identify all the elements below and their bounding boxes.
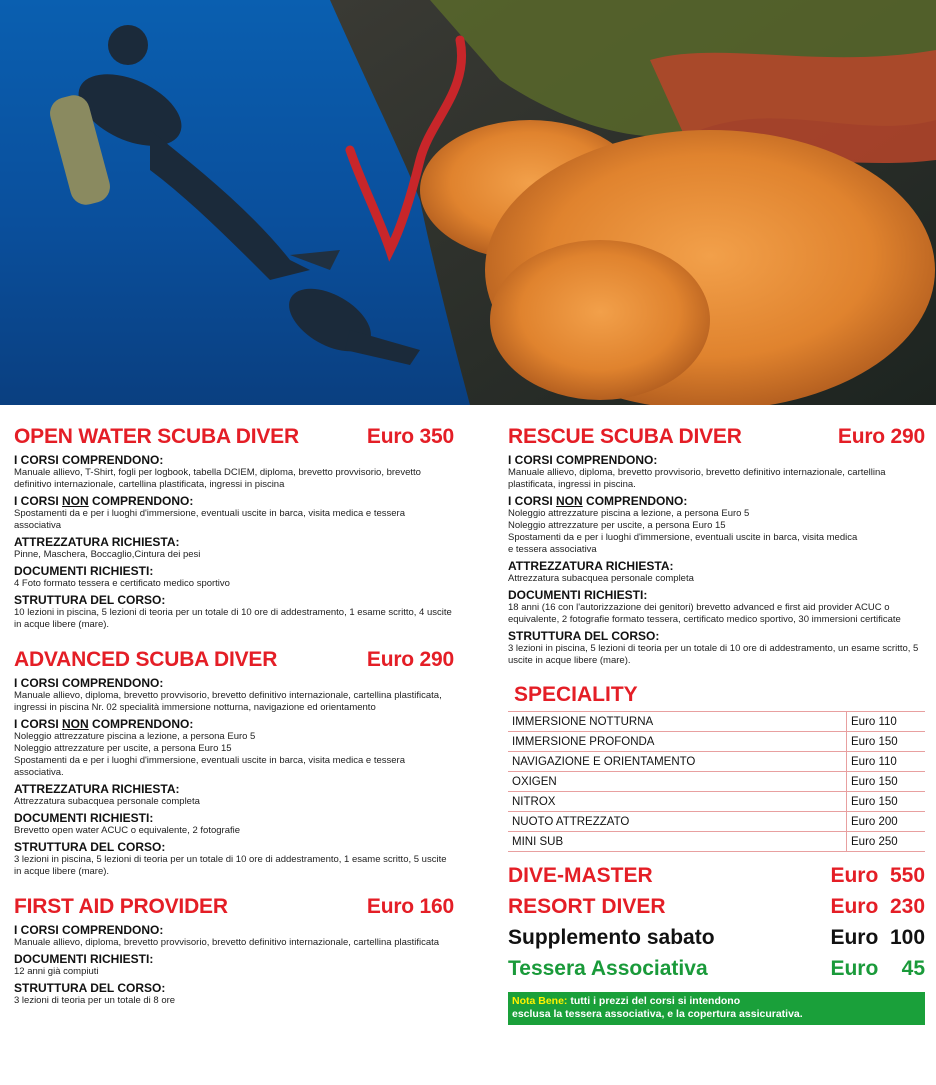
course-price: Euro 290: [837, 425, 925, 448]
section-title: I CORSI COMPRENDONO:: [508, 453, 658, 467]
extra-price-line: [508, 860, 925, 891]
extra-label: Supplemento sabato: [508, 926, 715, 949]
speciality-price: Euro 150: [847, 732, 926, 752]
extra-price: Euro 230: [830, 895, 925, 918]
speciality-row: [508, 752, 925, 772]
section-text: 10 lezioni in piscina, 5 lezioni di teoria per un totale di 10 ore di addestramento, 1 esame scritto, 4 uscite in acque libere (mare).: [14, 607, 452, 630]
section-title: [508, 494, 925, 508]
section-text: Manuale allievo, T-Shirt, fogli per logbook, tabella DCIEM, diploma, brevetto provvisorio, brevetto definitivo internazionale, cartellina plastificata, ingressi in piscina: [14, 467, 421, 490]
course-title: OPEN WATER SCUBA DIVER: [14, 425, 299, 448]
speciality-name: OXIGEN: [508, 772, 847, 792]
section-text: Brevetto open water ACUC o equivalente, 2 fotografie: [14, 825, 241, 836]
section-title: I CORSI COMPRENDONO:: [14, 676, 164, 690]
section-title-pre: I CORSI: [14, 717, 63, 731]
section-text: Attrezzatura subacquea personale completa: [14, 796, 200, 807]
section-title: ATTREZZATURA RICHIESTA:: [14, 782, 180, 796]
section-text: Manuale allievo, diploma, brevetto provvisorio, brevetto definitivo internazionale, cartellina plastificata: [14, 937, 440, 948]
section-title: [14, 717, 454, 731]
section-text: 12 anni già compiuti: [14, 966, 99, 977]
note-line2: esclusa la tessera associativa, e la copertura assicurativa.: [512, 1008, 803, 1020]
course-block: [14, 424, 454, 631]
course-header: [14, 647, 454, 673]
hero-photo: [0, 0, 936, 405]
extras-list: [508, 860, 925, 984]
section-title-post: COMPRENDONO:: [88, 717, 194, 731]
section-text: 3 lezioni in piscina, 5 lezioni di teoria per un totale di 10 ore di addestramento, 1 esame scritto, 5 uscite in acque libere (mare).: [14, 854, 447, 877]
section-title-post: COMPRENDONO:: [582, 494, 688, 508]
section-text: 4 Foto formato tessera e certificato medico sportivo: [14, 578, 230, 589]
course-title: RESCUE SCUBA DIVER: [508, 425, 742, 448]
extra-label: DIVE-MASTER: [508, 864, 653, 887]
section-title-post: COMPRENDONO:: [88, 494, 194, 508]
section-text: Spostamenti da e per i luoghi d'immersione, eventuali uscite in barca, visita medica e tessera associativa: [14, 508, 405, 531]
speciality-row: [508, 712, 925, 732]
section-title-underlined: NON: [62, 494, 89, 508]
extra-price: Euro 45: [830, 957, 925, 980]
course-block: [508, 424, 925, 667]
speciality-table: [508, 711, 925, 852]
extra-price-line: [508, 891, 925, 922]
section-title: ATTREZZATURA RICHIESTA:: [508, 559, 674, 573]
section-title: DOCUMENTI RICHIESTI:: [14, 952, 154, 966]
section-title: DOCUMENTI RICHIESTI:: [508, 588, 648, 602]
course-header: [14, 424, 454, 450]
section-title: STRUTTURA DEL CORSO:: [14, 840, 166, 854]
course-block: [14, 647, 454, 878]
section-text: 3 lezioni in piscina, 5 lezioni di teoria per un totale di 10 ore di addestramento, un esame scritto, 5 uscite in acque libere (mare).: [508, 643, 919, 666]
course-price: Euro 290: [366, 648, 454, 671]
left-column: [14, 424, 454, 1023]
section-title: I CORSI COMPRENDONO:: [14, 923, 164, 937]
section-title-pre: I CORSI: [508, 494, 557, 508]
section-title: I CORSI COMPRENDONO:: [14, 453, 164, 467]
course-title: ADVANCED SCUBA DIVER: [14, 648, 278, 671]
section-text: Attrezzatura subacquea personale completa: [508, 573, 694, 584]
speciality-price: Euro 200: [847, 812, 926, 832]
course-price: Euro 350: [366, 425, 454, 448]
section-title-underlined: NON: [62, 717, 89, 731]
extra-price: Euro 550: [830, 864, 925, 887]
course-title: FIRST AID PROVIDER: [14, 895, 228, 918]
section-title: STRUTTURA DEL CORSO:: [14, 593, 166, 607]
course-price: Euro 160: [366, 895, 454, 918]
course-header: [508, 424, 925, 450]
section-title: DOCUMENTI RICHIESTI:: [14, 811, 154, 825]
section-title: STRUTTURA DEL CORSO:: [508, 629, 660, 643]
extra-price-line: [508, 922, 925, 953]
course-block: [14, 894, 454, 1007]
note-line1: tutti i prezzi del corsi si intendono: [567, 995, 741, 1007]
note-box: [508, 992, 925, 1025]
speciality-title: SPECIALITY: [514, 683, 638, 706]
speciality-price: Euro 110: [847, 712, 926, 732]
section-text: 3 lezioni di teoria per un totale di 8 ore: [14, 995, 176, 1006]
speciality-row: [508, 812, 925, 832]
speciality-name: IMMERSIONE PROFONDA: [508, 732, 847, 752]
course-header: [14, 894, 454, 920]
section-title: [14, 494, 454, 508]
speciality-name: NUOTO ATTREZZATO: [508, 812, 847, 832]
extra-label: RESORT DIVER: [508, 895, 666, 918]
speciality-price: Euro 110: [847, 752, 926, 772]
speciality-row: [508, 732, 925, 752]
speciality-row: [508, 772, 925, 792]
speciality-name: IMMERSIONE NOTTURNA: [508, 712, 847, 732]
extra-label: Tessera Associativa: [508, 957, 708, 980]
speciality-name: MINI SUB: [508, 832, 847, 852]
extra-price: Euro 100: [830, 926, 925, 949]
speciality-row: [508, 792, 925, 812]
extra-price-line: [508, 953, 925, 984]
speciality-name: NAVIGAZIONE E ORIENTAMENTO: [508, 752, 847, 772]
section-text: Noleggio attrezzature piscina a lezione, a persona Euro 5 Noleggio attrezzature per uscite, a persona Euro 15 Spostamenti da e per i luoghi d'immersione, eventuali uscite in barca, visita medica e tessera associativa: [508, 508, 858, 555]
section-text: 18 anni (16 con l'autorizzazione dei genitori) brevetto advanced e first aid provider ACUC o equivalente, 2 fotografie formato tessera, certificato medico sportivo, 30 immersioni certificate: [508, 602, 901, 625]
note-label: Nota Bene:: [512, 995, 568, 1007]
section-text: Manuale allievo, diploma, brevetto provvisorio, brevetto definitivo internazionale, cartellina plastificata, ingressi in piscina Nr. 02 specialità immersione notturna, navigazione ed orientamento: [14, 690, 442, 713]
section-title-underlined: NON: [556, 494, 583, 508]
section-title-pre: I CORSI: [14, 494, 63, 508]
section-text: Pinne, Maschera, Boccaglio,Cintura dei pesi: [14, 549, 201, 560]
section-title: DOCUMENTI RICHIESTI:: [14, 564, 154, 578]
speciality-price: Euro 150: [847, 772, 926, 792]
speciality-price: Euro 250: [847, 832, 926, 852]
speciality-name: NITROX: [508, 792, 847, 812]
right-column: [508, 424, 925, 1025]
section-text: Noleggio attrezzature piscina a lezione, a persona Euro 5 Noleggio attrezzature per uscite, a persona Euro 15 Spostamenti da e per i luoghi d'immersione, eventuali uscite in barca, visita medica e tessera associativa.: [14, 731, 405, 778]
section-title: ATTREZZATURA RICHIESTA:: [14, 535, 180, 549]
section-title: STRUTTURA DEL CORSO:: [14, 981, 166, 995]
speciality-row: [508, 832, 925, 852]
speciality-price: Euro 150: [847, 792, 926, 812]
section-text: Manuale allievo, diploma, brevetto provvisorio, brevetto definitivo internazionale, cartellina plastificata, ingressi in piscina.: [508, 467, 886, 490]
underwater-scene-image: [0, 0, 936, 405]
